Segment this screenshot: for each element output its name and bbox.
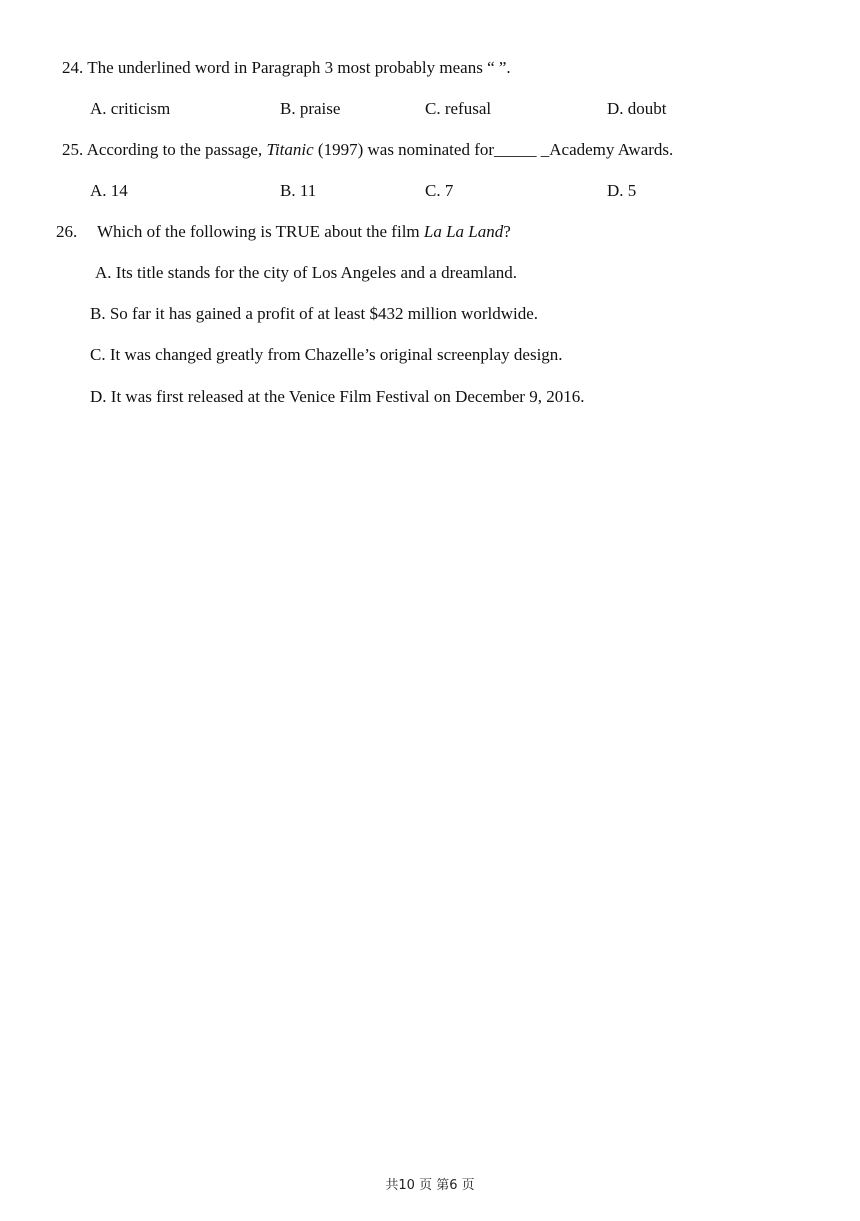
question-25 [62, 140, 673, 160]
question-25-option-b: B. 11 [280, 181, 317, 200]
question-26-film-title: La La Land [423, 222, 504, 241]
question-26-option-b: B. So far it has gained a profit of at least $432 million worldwide. [90, 304, 539, 323]
question-25-number: 25. [62, 140, 84, 159]
question-24-option-b: B. praise [280, 99, 341, 118]
question-26-option-a: A. Its title stands for the city of Los Angeles and a dreamland. [95, 263, 518, 282]
question-26-option-c: C. It was changed greatly from Chazelle’s original screenplay design. [90, 345, 563, 364]
question-26-stem-before: Which of the following is TRUE about the film [97, 222, 424, 241]
question-25-stem-before: According to the passage, [86, 140, 267, 159]
question-24-stem: The underlined word in Paragraph 3 most probably means “ ”. [87, 58, 511, 77]
question-25-film-title: Titanic [266, 140, 314, 159]
question-25-stem-after: (1997) was nominated for_____ _Academy Awards. [313, 140, 674, 159]
question-26 [97, 222, 511, 242]
question-26-number: 26. [56, 222, 78, 241]
question-24-option-d: D. doubt [607, 99, 667, 118]
question-26-stem-after: ? [503, 222, 511, 241]
question-25-option-c: C. 7 [425, 181, 454, 200]
page-footer: 共10 页 第6 页 [385, 1178, 475, 1193]
question-24-option-c: C. refusal [425, 99, 492, 118]
question-25-option-a: A. 14 [90, 181, 128, 200]
question-24 [62, 58, 511, 78]
question-24-number: 24. [62, 58, 84, 77]
question-25-option-d: D. 5 [607, 181, 637, 200]
question-24-option-a: A. criticism [90, 99, 171, 118]
question-26-option-d: D. It was first released at the Venice Film Festival on December 9, 2016. [90, 387, 585, 406]
